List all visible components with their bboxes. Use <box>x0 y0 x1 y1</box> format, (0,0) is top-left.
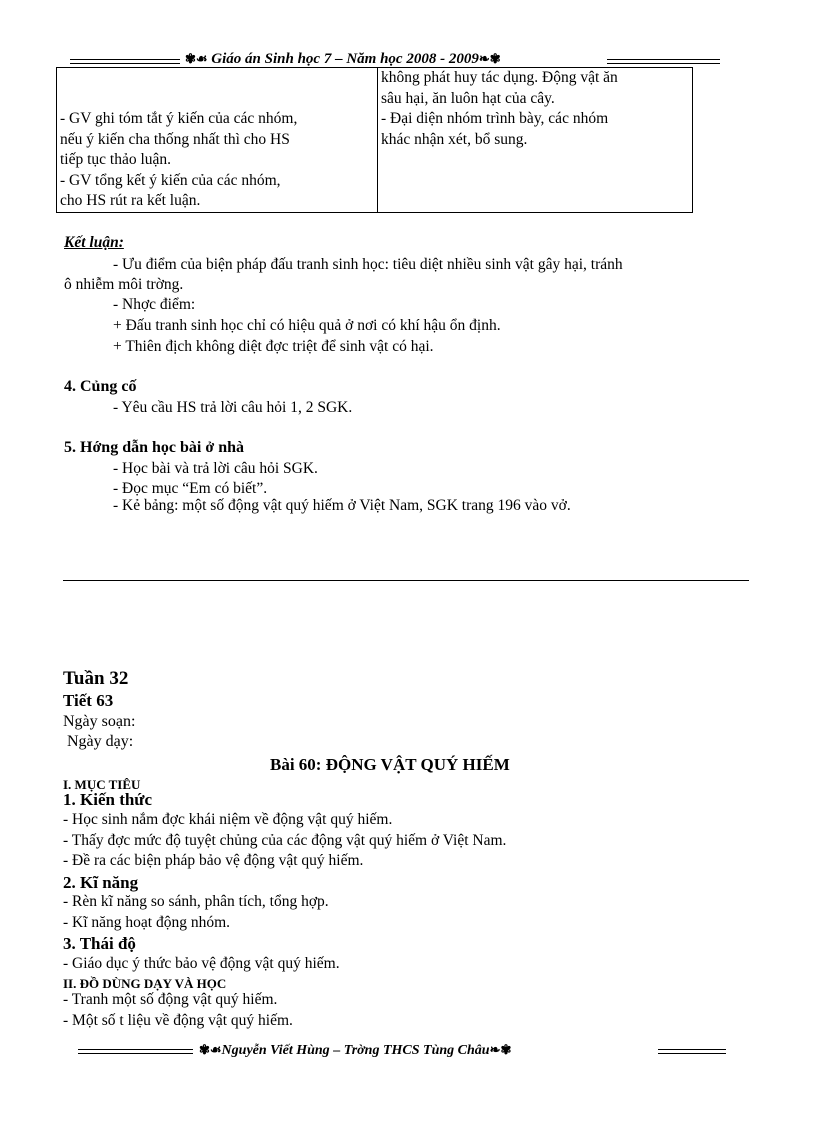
lesson-title-prefix: Bài 60: <box>270 755 322 774</box>
header-title: Giáo án Sinh học 7 – Năm học 2008 - 2009 <box>211 51 479 67</box>
header-text <box>185 51 501 68</box>
section-5-title: 5. Hớng dẫn học bài ở nhà <box>64 439 244 456</box>
materials-line: - Một số t liệu về động vật quý hiếm. <box>63 1012 293 1029</box>
period-label: Tiết 63 <box>63 691 114 710</box>
conclusion-line: ô nhiễm môi trờng. <box>64 276 184 293</box>
table-row <box>57 68 693 213</box>
attitude-line: - Giáo dục ý thức bảo vệ động vật quý hiếm. <box>63 955 340 972</box>
footer-separator: – <box>329 1043 344 1058</box>
section-5-line: - Kẻ bảng: một số động vật quý hiếm ở Việt Nam, SGK trang 196 vào vở. <box>113 497 571 514</box>
student-activity-cell <box>378 68 693 213</box>
skills-line: - Kĩ năng hoạt động nhóm. <box>63 914 231 931</box>
footer-text <box>199 1042 511 1059</box>
knowledge-line: - Thấy đợc mức độ tuyệt chủng của các động vật quý hiếm ở Việt Nam. <box>63 832 507 849</box>
header-rule-left <box>70 59 180 64</box>
knowledge-line: - Đề ra các biện pháp bảo vệ động vật quý hiếm. <box>63 852 364 869</box>
section-4-title: 4. Củng cố <box>64 378 137 395</box>
cell-line: không phát huy tác dụng. Động vật ăn <box>381 69 618 86</box>
cell-line: cho HS rút ra kết luận. <box>60 192 201 209</box>
footer-school: Trờng THCS Tùng Châu <box>343 1043 490 1058</box>
cell-line: - GV tổng kết ý kiến của các nhóm, <box>60 171 281 189</box>
conclusion-label: Kết luận: <box>64 234 124 251</box>
activity-table <box>56 67 693 213</box>
week-label: Tuần 32 <box>63 668 129 689</box>
prep-date: Ngày soạn: <box>63 713 136 730</box>
header-rule-right <box>607 59 720 64</box>
lesson-title <box>270 755 510 775</box>
footer-author: Nguyễn Viết Hùng <box>221 1043 330 1058</box>
skills-line: - Rèn kĩ năng so sánh, phân tích, tổng hợp. <box>63 893 329 910</box>
objectives-heading: I. MỤC TIÊU <box>63 777 141 792</box>
cell-line: nếu ý kiến cha thống nhất thì cho HS <box>60 130 290 148</box>
cell-line: sâu hại, ăn luôn hạt của cây. <box>381 89 555 107</box>
section-4-line: - Yêu cầu HS trả lời câu hỏi 1, 2 SGK. <box>113 399 353 416</box>
knowledge-line: - Học sinh nắm đợc khái niệm về động vật quý hiếm. <box>63 811 393 828</box>
materials-heading: II. ĐỒ DÙNG DẠY VÀ HỌC <box>63 976 227 991</box>
footer-rule-right <box>658 1049 726 1054</box>
materials-line: - Tranh một số động vật quý hiếm. <box>63 991 278 1008</box>
cell-line: tiếp tục thảo luận. <box>60 151 172 168</box>
header-ornament-right-icon: ❧✾ <box>478 51 501 66</box>
cell-line: - Đại diện nhóm trình bày, các nhóm <box>381 110 609 127</box>
teach-date: Ngày dạy: <box>67 733 134 750</box>
skills-heading: 2. Kĩ năng <box>63 873 139 892</box>
conclusion-line: - Ưu điểm của biện pháp đấu tranh sinh học: tiêu diệt nhiều sinh vật gây hại, tránh <box>113 256 623 273</box>
knowledge-heading: 1. Kiến thức <box>63 790 153 809</box>
cell-line: khác nhận xét, bổ sung. <box>381 130 528 148</box>
footer-rule-left <box>78 1049 193 1054</box>
conclusion-line: + Thiên địch không diệt đợc triệt để sinh vật có hại. <box>113 338 434 355</box>
page-footer <box>70 1042 720 1060</box>
section-5-line: - Học bài và trả lời câu hỏi SGK. <box>113 460 318 477</box>
lesson-title-text: ĐỘNG VẬT QUÝ HIẾM <box>325 755 510 774</box>
teacher-activity-cell <box>57 68 378 213</box>
section-divider <box>63 580 749 581</box>
conclusion-line: - Nhợc điểm: <box>113 296 196 313</box>
footer-ornament-left-icon: ✾☙ <box>199 1042 222 1057</box>
attitude-heading: 3. Thái độ <box>63 934 136 953</box>
section-5-line: - Đọc mục “Em có biết”. <box>113 480 268 497</box>
cell-line: - GV ghi tóm tắt ý kiến của các nhóm, <box>60 110 298 127</box>
footer-ornament-right-icon: ❧✾ <box>489 1042 512 1057</box>
header-ornament-left-icon: ✾☙ <box>185 51 208 66</box>
conclusion-line: + Đấu tranh sinh học chỉ có hiệu quả ở nơi có khí hậu ổn định. <box>113 317 501 334</box>
